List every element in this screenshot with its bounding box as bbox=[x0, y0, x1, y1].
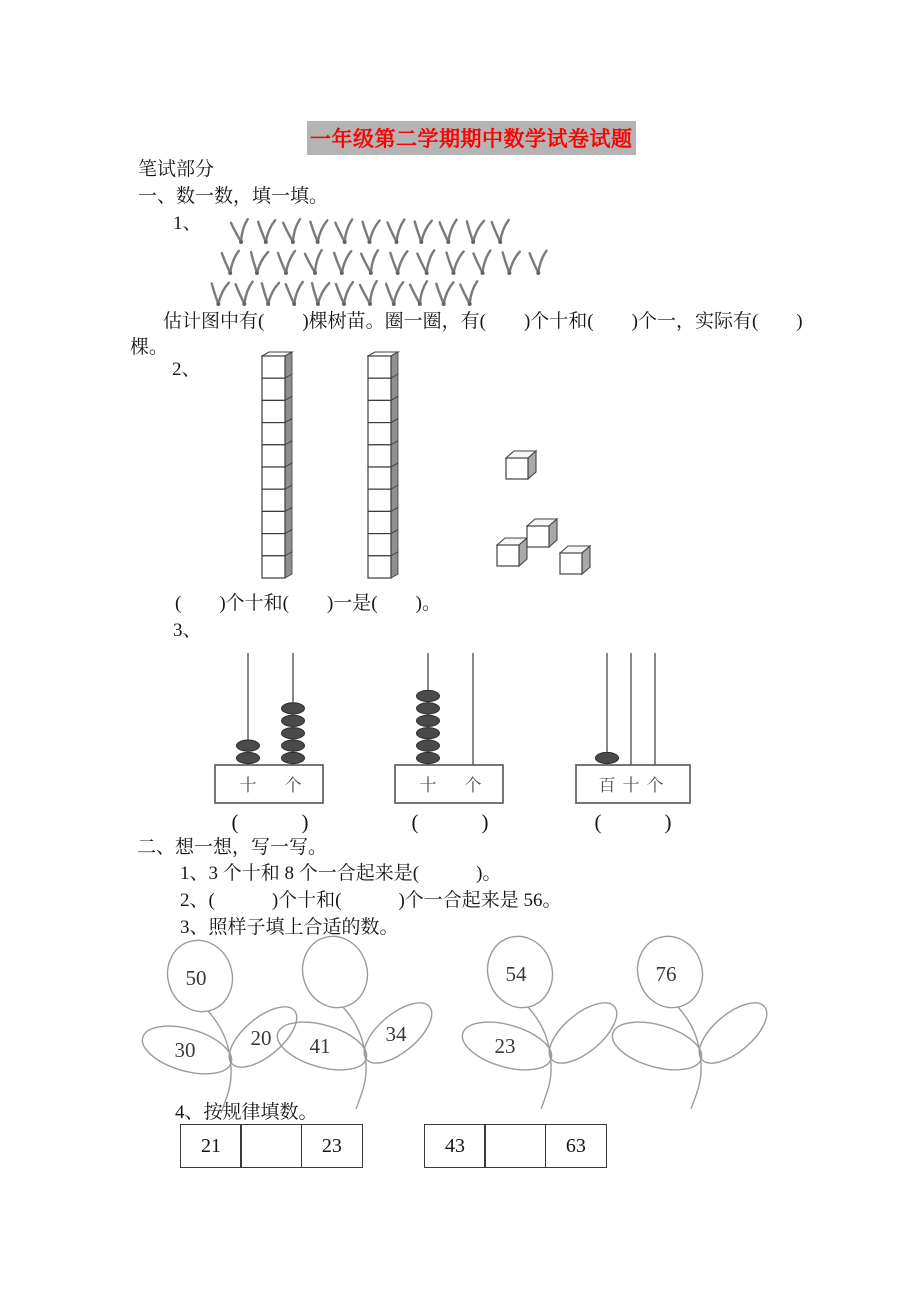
number-pattern-table bbox=[424, 1124, 607, 1168]
place-value-label: 个 bbox=[464, 776, 482, 795]
unit-cube-icon bbox=[505, 449, 539, 481]
part1-q3-number: 3、 bbox=[173, 620, 202, 641]
abacus-bead bbox=[282, 752, 305, 763]
part2-q3: 3、照样子填上合适的数。 bbox=[180, 917, 399, 938]
abacus-figure bbox=[385, 650, 517, 808]
cube-stack bbox=[261, 351, 295, 583]
seedling-icon bbox=[384, 218, 408, 246]
flower-bloom-value: 54 bbox=[505, 962, 527, 986]
table-cell: 21 bbox=[180, 1124, 242, 1168]
seedling-row bbox=[218, 249, 550, 277]
seedling-icon bbox=[414, 249, 438, 277]
seedling-icon bbox=[330, 249, 354, 277]
unit-cube-icon bbox=[496, 536, 530, 568]
seedling-icon bbox=[257, 280, 281, 308]
seedling-icon bbox=[254, 218, 278, 246]
flower-bloom-value: 50 bbox=[185, 966, 207, 990]
seedling-icon bbox=[382, 280, 406, 308]
table-cell bbox=[240, 1124, 302, 1168]
part2-q1: 1、3 个十和 8 个一合起来是( )。 bbox=[180, 863, 502, 884]
place-value-label: 百 bbox=[598, 776, 616, 795]
seedling-icon bbox=[358, 218, 382, 246]
seedling-icon bbox=[457, 280, 481, 308]
seedling-icon bbox=[358, 249, 382, 277]
place-value-label: 个 bbox=[646, 776, 664, 795]
table-cell: 63 bbox=[545, 1124, 607, 1168]
seedling-icon bbox=[436, 218, 460, 246]
seedling-icon bbox=[232, 280, 256, 308]
seedling-icon bbox=[274, 249, 298, 277]
seedling-icon bbox=[442, 249, 466, 277]
seedling-icon bbox=[498, 249, 522, 277]
part1-q1-number: 1、 bbox=[173, 213, 202, 234]
abacus-bead bbox=[237, 752, 260, 763]
abacus-bead bbox=[282, 715, 305, 726]
abacus-bead bbox=[417, 752, 440, 763]
flower-bloom-value: 76 bbox=[655, 962, 677, 986]
seedling-icon bbox=[207, 280, 231, 308]
seedling-icon bbox=[228, 218, 252, 246]
seedling-icon bbox=[246, 249, 270, 277]
abacus-bead bbox=[417, 715, 440, 726]
table-cell: 43 bbox=[424, 1124, 486, 1168]
seedling-row bbox=[207, 280, 481, 308]
flower-left-leaf-value: 23 bbox=[494, 1034, 516, 1058]
abacus-figure bbox=[205, 650, 337, 808]
unit-cube-icon bbox=[526, 517, 560, 549]
seedling-icon bbox=[407, 280, 431, 308]
seedling-icon bbox=[306, 218, 330, 246]
seedling-icon bbox=[410, 218, 434, 246]
seedling-icon bbox=[280, 218, 304, 246]
seedling-row bbox=[228, 218, 512, 246]
part2-heading: 二、想一想，写一写。 bbox=[137, 837, 328, 858]
place-value-label: 十 bbox=[622, 776, 640, 795]
seedling-icon bbox=[526, 249, 550, 277]
abacus-bead bbox=[596, 752, 619, 763]
flower-figure bbox=[448, 929, 623, 1111]
part1-q2-caption: ( )个十和( )一是( )。 bbox=[175, 593, 441, 614]
place-value-label: 个 bbox=[284, 776, 302, 795]
table-cell bbox=[484, 1124, 546, 1168]
flower-figure bbox=[598, 929, 773, 1111]
table-cell: 23 bbox=[301, 1124, 363, 1168]
part1-q2-number: 2、 bbox=[172, 359, 201, 380]
seedling-icon bbox=[332, 218, 356, 246]
place-value-label: 十 bbox=[239, 776, 257, 795]
seedling-icon bbox=[462, 218, 486, 246]
answer-blank: ( ) bbox=[231, 810, 309, 834]
cube-stack bbox=[367, 351, 401, 583]
abacus-bead bbox=[417, 703, 440, 714]
abacus-bead bbox=[282, 740, 305, 751]
flower-figure bbox=[263, 929, 438, 1111]
flower-right-leaf-value: 20 bbox=[250, 1026, 272, 1050]
part1-heading: 一、数一数，填一填。 bbox=[138, 186, 329, 207]
seedling-icon bbox=[332, 280, 356, 308]
abacus-figure bbox=[568, 650, 700, 808]
abacus-bead bbox=[417, 740, 440, 751]
seedling-icon bbox=[470, 249, 494, 277]
page-title: 一年级第二学期期中数学试卷试题 bbox=[307, 121, 636, 155]
seedling-icon bbox=[302, 249, 326, 277]
abacus-bead bbox=[417, 690, 440, 701]
written-section-label: 笔试部分 bbox=[138, 159, 215, 180]
number-pattern-table bbox=[180, 1124, 363, 1168]
seedling-icon bbox=[357, 280, 381, 308]
flower-left-leaf-value: 41 bbox=[309, 1034, 331, 1058]
place-value-label: 十 bbox=[419, 776, 437, 795]
abacus-bead bbox=[282, 703, 305, 714]
flower-right-leaf-value: 34 bbox=[385, 1022, 407, 1046]
seedling-icon bbox=[218, 249, 242, 277]
unit-cube-icon bbox=[559, 544, 593, 576]
seedling-icon bbox=[488, 218, 512, 246]
part2-q2: 2、( )个十和( )个一合起来是 56。 bbox=[180, 890, 562, 911]
part1-q1-caption-wrap: 棵。 bbox=[130, 337, 169, 358]
answer-blank: ( ) bbox=[411, 810, 489, 834]
part1-q1-caption: 估计图中有( )棵树苗。圈一圈，有( )个十和( )个一，实际有( ) bbox=[163, 311, 803, 332]
abacus-bead bbox=[282, 728, 305, 739]
seedling-icon bbox=[386, 249, 410, 277]
seedling-icon bbox=[432, 280, 456, 308]
flower-left-leaf-value: 30 bbox=[174, 1038, 196, 1062]
abacus-bead bbox=[237, 740, 260, 751]
seedling-icon bbox=[307, 280, 331, 308]
seedling-icon bbox=[282, 280, 306, 308]
part2-q4: 4、按规律填数。 bbox=[175, 1102, 318, 1123]
answer-blank: ( ) bbox=[594, 810, 672, 834]
abacus-bead bbox=[417, 728, 440, 739]
